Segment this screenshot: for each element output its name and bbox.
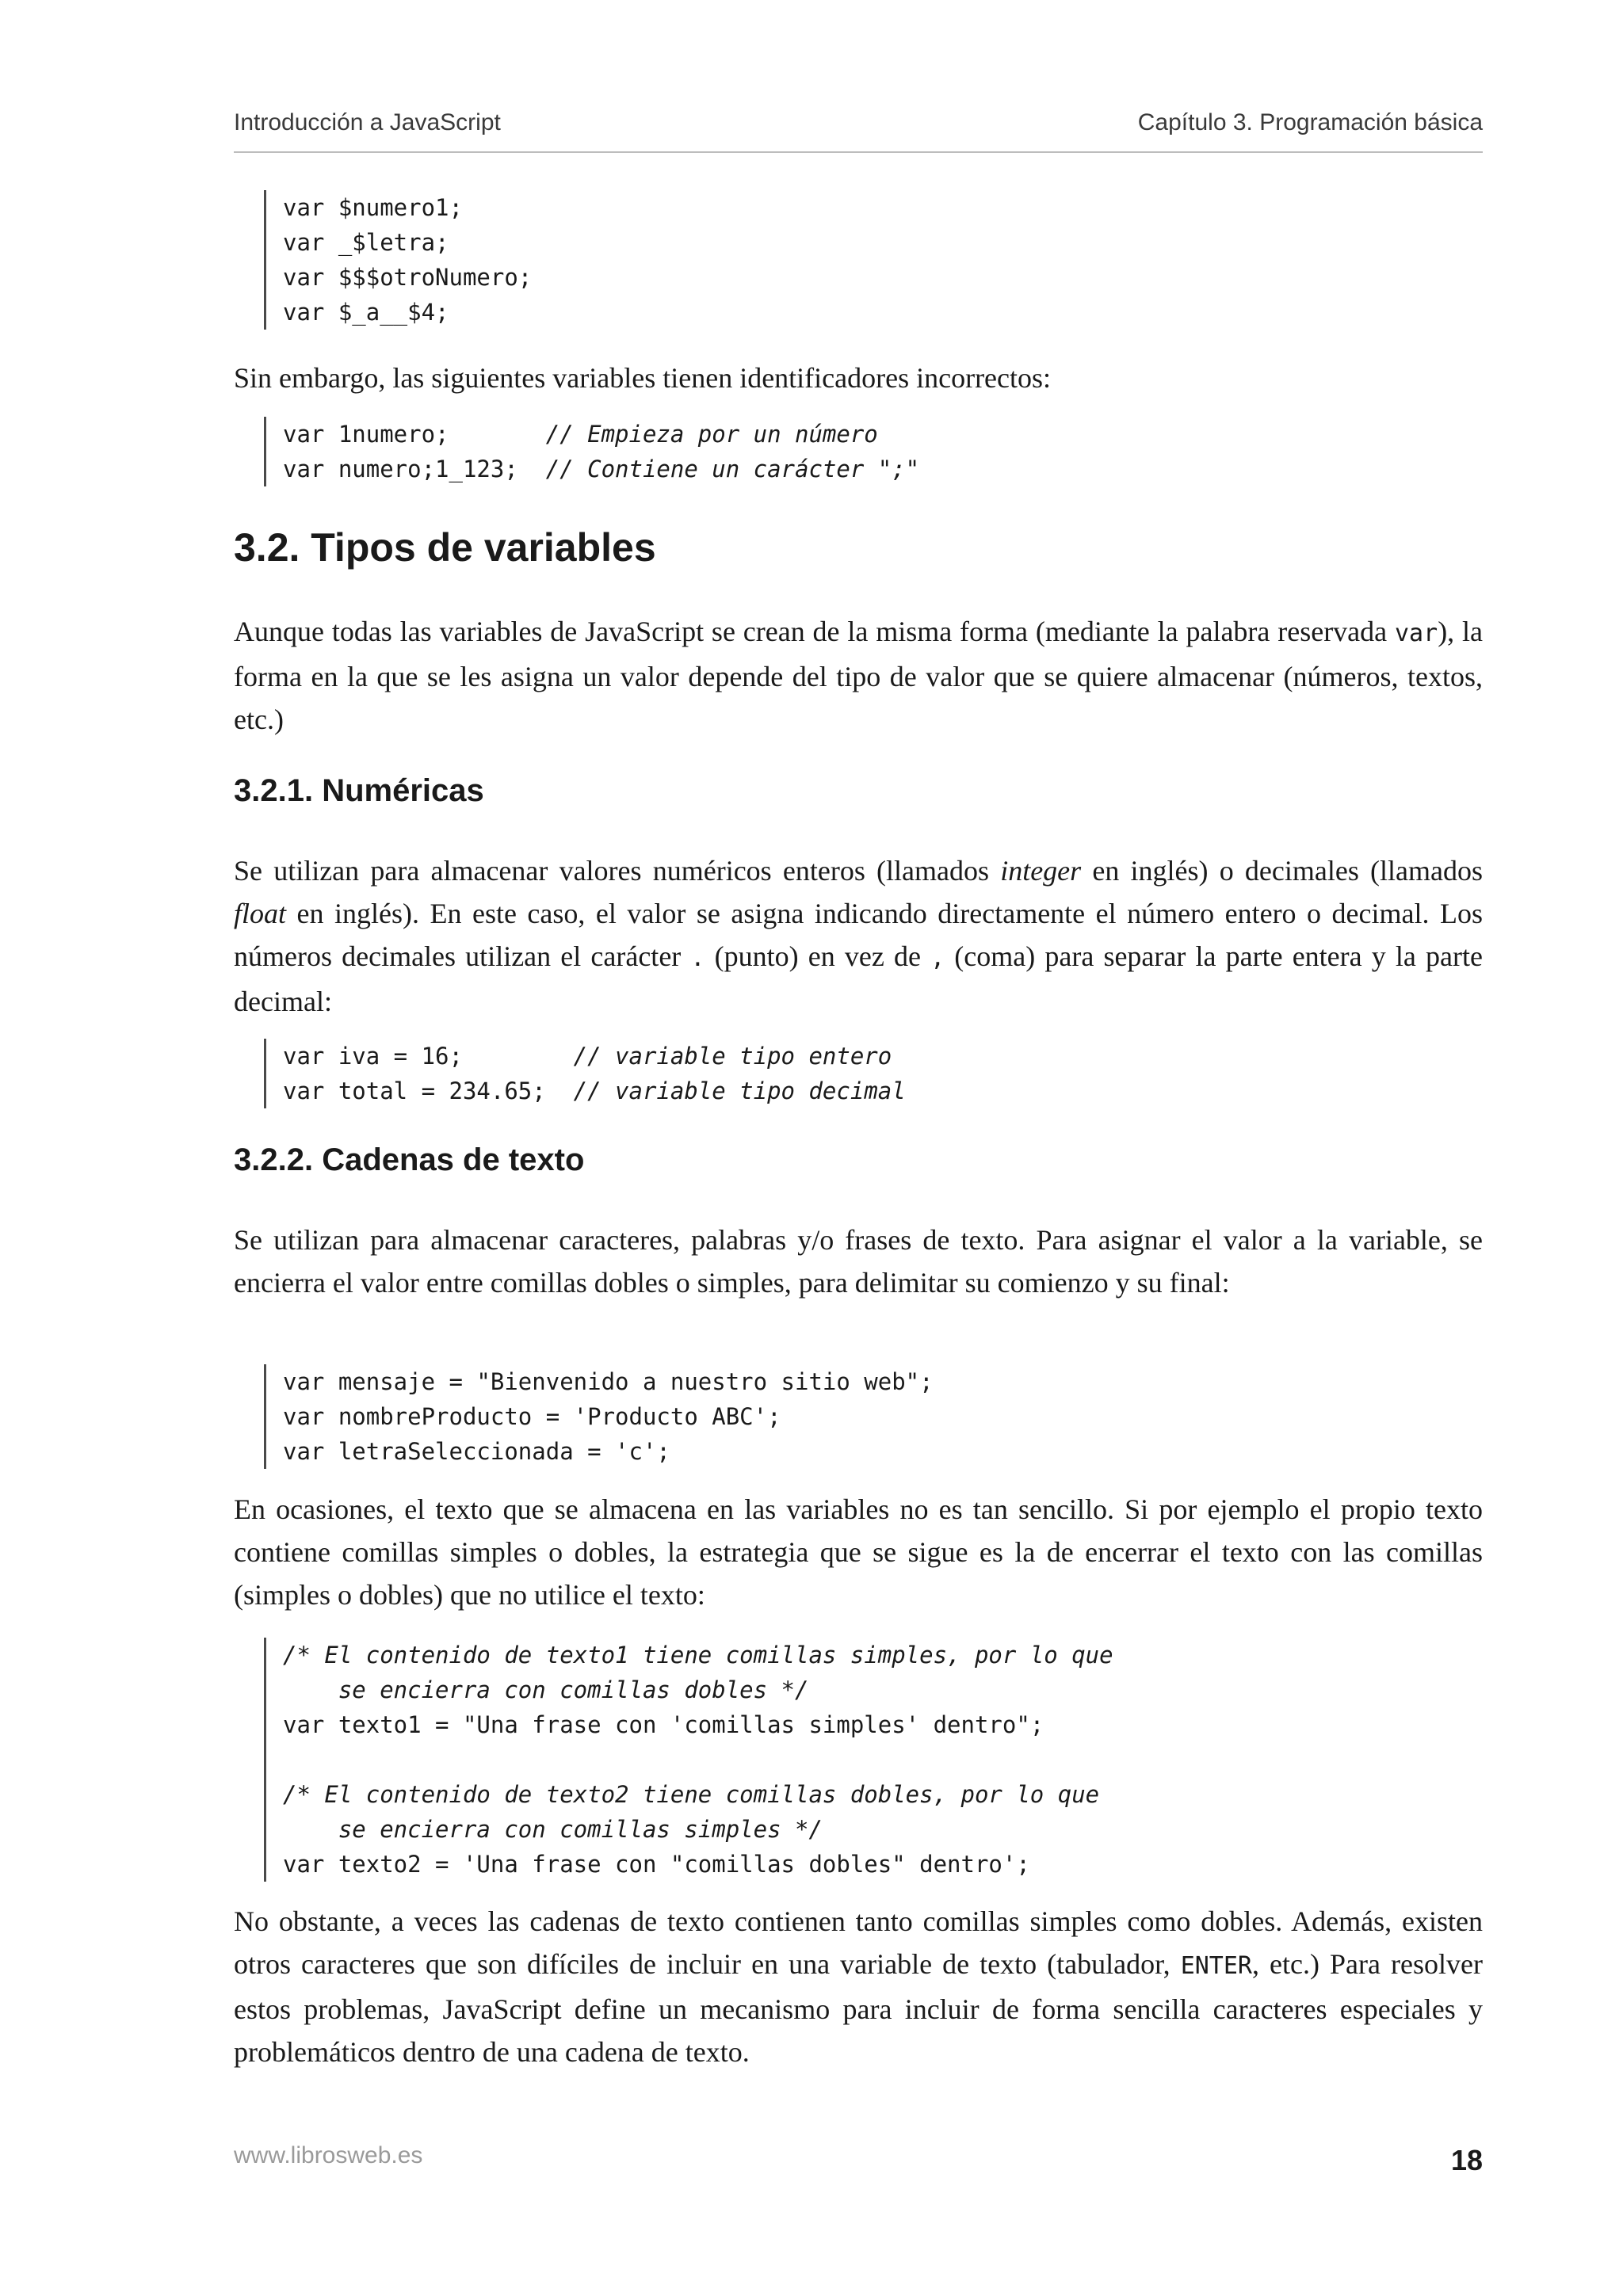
code-line: var nombreProducto = 'Producto ABC'; — [283, 1403, 781, 1430]
paragraph-quotes-strategy: En ocasiones, el texto que se almacena en las variables no es tan sencillo. Si por ejemplo el propio texto contiene comillas simples o dobles, la estrategia que se sigue es la de encerrar el texto con las comillas (simples o dobles) que no utilice el texto: — [234, 1493, 1483, 1611]
code-text: var total = 234.65; — [283, 1077, 574, 1104]
paragraph-invalid-identifiers-intro: Sin embargo, las siguientes variables tienen identificadores incorrectos: — [234, 362, 1052, 394]
code-line: var $$$otroNumero; — [283, 264, 533, 291]
code-line: var mensaje = "Bienvenido a nuestro sitio web"; — [283, 1368, 934, 1395]
code-comment: // variable tipo decimal — [573, 1077, 906, 1104]
code-comment: // Empieza por un número — [545, 421, 878, 448]
code-line: var texto2 = 'Una frase con "comillas dobles" dentro'; — [283, 1851, 1030, 1878]
code-text: var 1numero; — [283, 421, 546, 448]
code-line — [283, 1742, 1113, 1777]
subsection-heading-cadenas-de-texto: 3.2.2. Cadenas de texto — [234, 1142, 585, 1177]
code-text: var iva = 16; — [283, 1043, 574, 1070]
paragraph-escape-intro — [234, 1900, 1483, 2073]
text-run: , etc.) Para resolver estos problemas, JavaScript define un mecanismo para incluir de forma sencilla caracteres especiales y problemáticos dentro de una cadena de texto. — [234, 1948, 1483, 2068]
page-number: 18 — [1450, 2144, 1483, 2176]
code-block-invalid-identifiers — [264, 417, 919, 486]
section-heading-tipos-de-variables: 3.2. Tipos de variables — [234, 525, 656, 570]
code-line: se encierra con comillas dobles */ — [283, 1676, 809, 1703]
code-comment: // Contiene un carácter ";" — [545, 456, 920, 482]
code-block-string-examples — [264, 1364, 934, 1469]
text-run: No obstante, a veces las cadenas de texto contienen tanto comillas simples como dobles. Además, existen otros caracteres que son difíciles de incluir en una variable de texto (tabulador, — [234, 1905, 1483, 1980]
inline-code-comma: , — [930, 944, 945, 972]
code-line: /* El contenido de texto2 tiene comillas dobles, por lo que — [283, 1781, 1100, 1808]
text-run: en inglés). En este caso, el valor se asigna indicando directamente el número entero o decimal. Los números decimales utilizan el carácter — [234, 898, 1483, 972]
emphasis-float: float — [234, 898, 287, 929]
text-run: ), la forma en la que se les asigna un valor depende del tipo de valor que se quiere almacenar (números, textos, etc.) — [234, 616, 1484, 735]
inline-code-enter: ENTER — [1180, 1952, 1252, 1980]
code-line: var texto1 = "Una frase con 'comillas simples' dentro"; — [283, 1711, 1044, 1738]
code-line: /* El contenido de texto1 tiene comillas simples, por lo que — [283, 1642, 1113, 1669]
inline-code-dot: . — [690, 944, 705, 972]
code-line — [283, 1074, 906, 1108]
code-line: var _$letra; — [283, 229, 449, 256]
code-line: var $_a__$4; — [283, 299, 449, 326]
text-run: Aunque todas las variables de JavaScript se crean de la misma forma (mediante la palabra reservada — [234, 616, 1395, 647]
paragraph-string-values: Se utilizan para almacenar caracteres, palabras y/o frases de texto. Para asignar el valor a la variable, se encierra el valor entre comillas dobles o simples, para delimitar su comienzo y su final: — [234, 1224, 1483, 1299]
paragraph-variable-types-intro — [234, 610, 1483, 741]
inline-code-var: var — [1395, 620, 1438, 647]
code-line: se encierra con comillas simples */ — [283, 1816, 823, 1843]
paragraph-numeric-values — [234, 849, 1483, 1023]
text-run: Se utilizan para almacenar valores numéricos enteros (llamados — [234, 855, 1001, 887]
footer-website-url: www.librosweb.es — [234, 2142, 423, 2168]
code-block-valid-identifiers — [264, 190, 532, 330]
code-block-quote-examples — [264, 1638, 1113, 1882]
text-run: en inglés) o decimales (llamados — [1081, 855, 1483, 887]
code-text: var numero;1_123; — [283, 456, 546, 482]
text-run: (punto) en vez de — [705, 940, 931, 972]
code-line: var $numero1; — [283, 194, 463, 221]
running-head-chapter-title: Capítulo 3. Programación básica — [1137, 109, 1483, 135]
code-line — [283, 417, 919, 452]
running-head-book-title: Introducción a JavaScript — [234, 109, 501, 135]
text-run: (coma) para separar la parte entera y la parte decimal: — [234, 940, 1483, 1017]
code-line — [283, 452, 919, 486]
emphasis-integer: integer — [1000, 855, 1082, 887]
code-line: var letraSeleccionada = 'c'; — [283, 1438, 670, 1465]
subsection-heading-numericas: 3.2.1. Numéricas — [234, 773, 484, 808]
header-rule — [234, 151, 1483, 153]
code-line — [283, 1039, 906, 1074]
code-block-numeric-examples — [264, 1039, 906, 1108]
code-comment: // variable tipo entero — [573, 1043, 892, 1070]
